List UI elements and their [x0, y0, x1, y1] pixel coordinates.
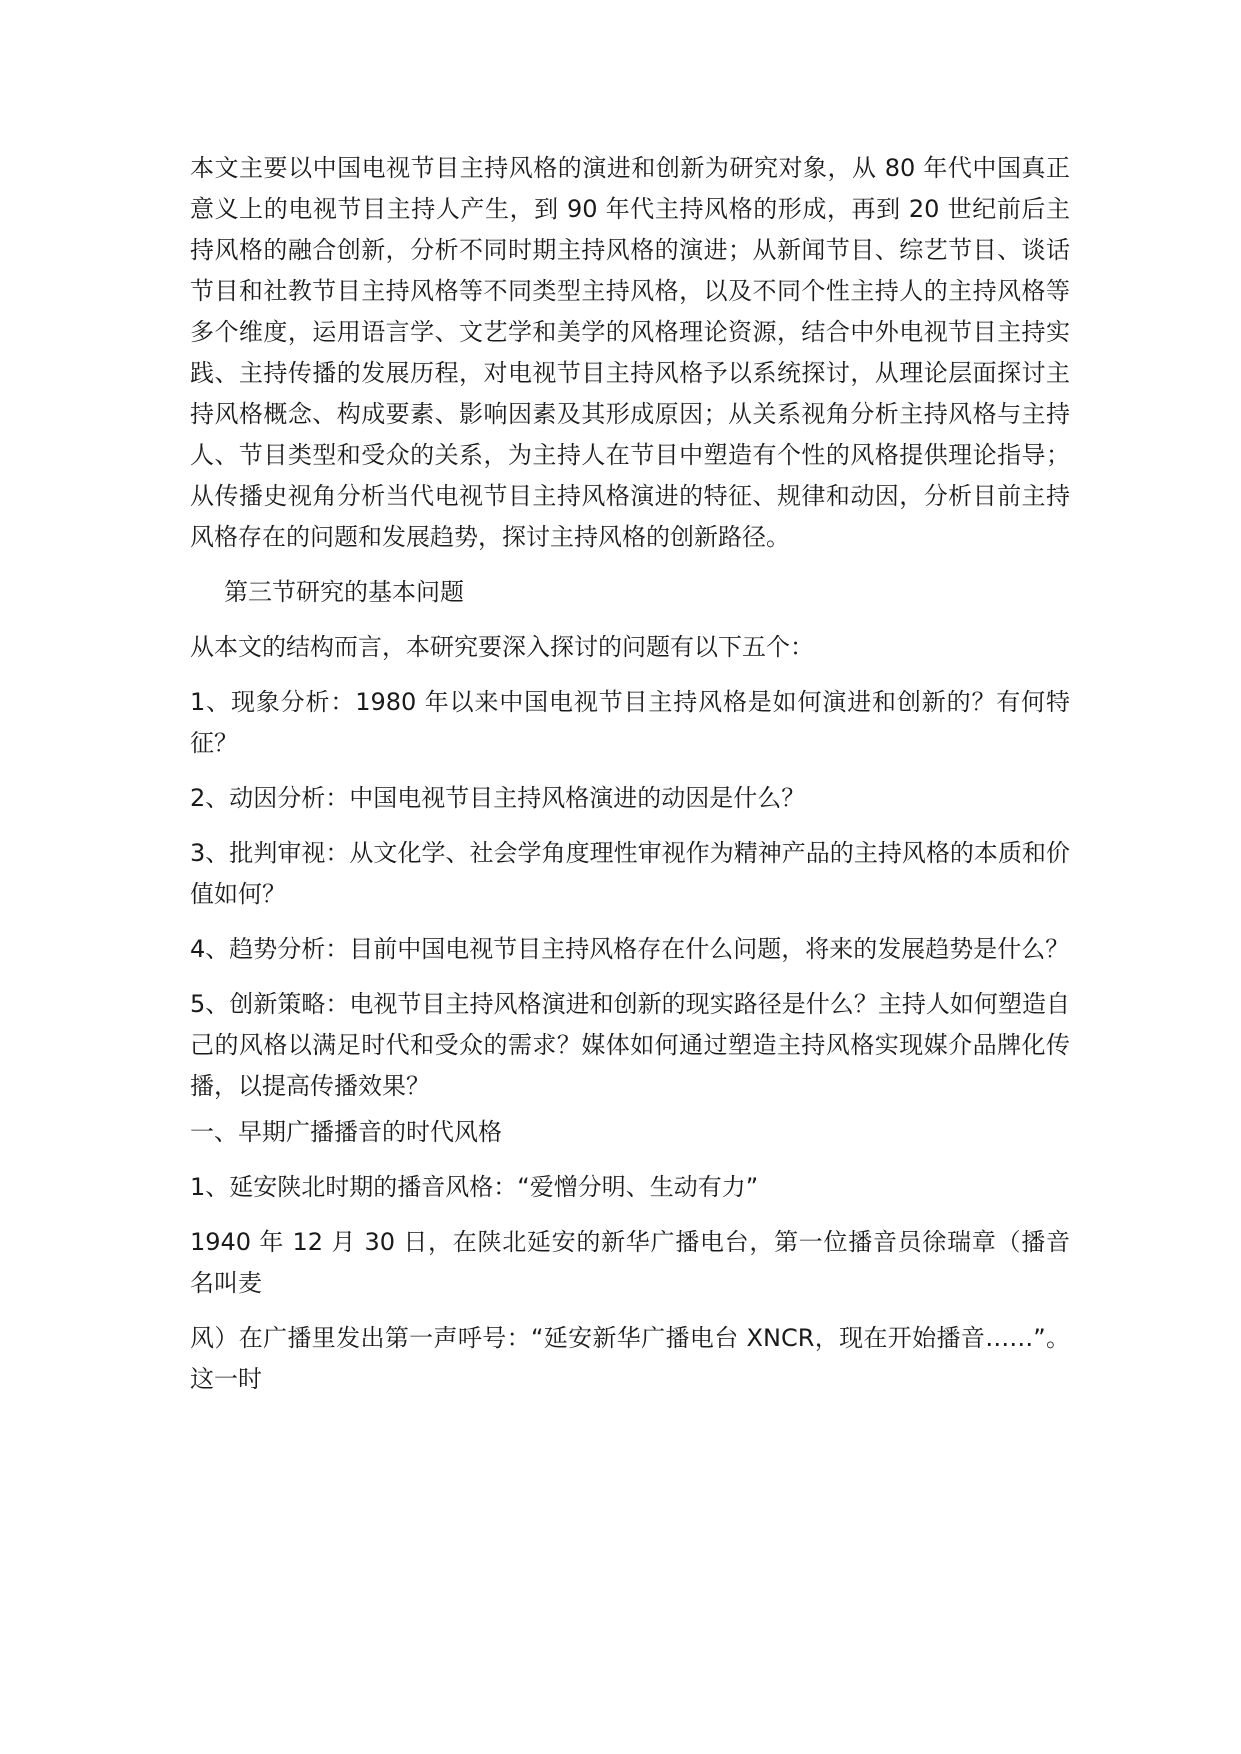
lead-paragraph: 从本文的结构而言，本研究要深入探讨的问题有以下五个：	[190, 633, 814, 661]
subheading: 一、早期广播播音的时代风格	[190, 1118, 502, 1146]
document-body	[190, 148, 1070, 1414]
question-item: 5、创新策略：电视节目主持风格演进和创新的现实路径是什么？主持人如何塑造自己的风格以满足时代和受众的需求？媒体如何通过塑造主持风格实现媒介品牌化传播，以提高传播效果？	[190, 990, 1070, 1100]
subsubheading: 1、延安陕北时期的播音风格：“爱憎分明、生动有力”	[190, 1173, 759, 1201]
question-item: 4、趋势分析：目前中国电视节目主持风格存在什么问题，将来的发展趋势是什么？	[190, 935, 1070, 963]
section-heading: 第三节研究的基本问题	[224, 578, 464, 606]
question-item: 1、现象分析：1980 年以来中国电视节目主持风格是如何演进和创新的？有何特征？	[190, 688, 1070, 757]
question-item: 2、动因分析：中国电视节目主持风格演进的动因是什么？	[190, 784, 806, 812]
intro-paragraph: 本文主要以中国电视节目主持风格的演进和创新为研究对象，从 80 年代中国真正意义上的电视节目主持人产生，到 90 年代主持风格的形成，再到 20 世纪前后主持风格的融合创新，分析不同时期主持风格的演进；从新闻节目、综艺节目、谈话节目和社教节目主持风格等不同类型主持风格，以及不同个性主持人的主持风格等多个维度，运用语言学、文艺学和美学的风格理论资源，结合中外电视节目主持实践、主持传播的发展历程，对电视节目主持风格予以系统探讨，从理论层面探讨主持风格概念、构成要素、影响因素及其形成原因；从关系视角分析主持风格与主持人、节目类型和受众的关系，为主持人在节目中塑造有个性的风格提供理论指导；从传播史视角分析当代电视节目主持风格演进的特征、规律和动因，分析目前主持风格存在的问题和发展趋势，探讨主持风格的创新路径。	[190, 154, 1070, 551]
body-paragraph: 1940 年 12 月 30 日，在陕北延安的新华广播电台，第一位播音员徐瑞章（播音名叫麦	[190, 1228, 1070, 1297]
question-item: 3、批判审视：从文化学、社会学角度理性审视作为精神产品的主持风格的本质和价值如何？	[190, 839, 1070, 908]
body-paragraph: 风）在广播里发出第一声呼号：“延安新华广播电台 XNCR，现在开始播音……”。这一时	[190, 1324, 1070, 1393]
